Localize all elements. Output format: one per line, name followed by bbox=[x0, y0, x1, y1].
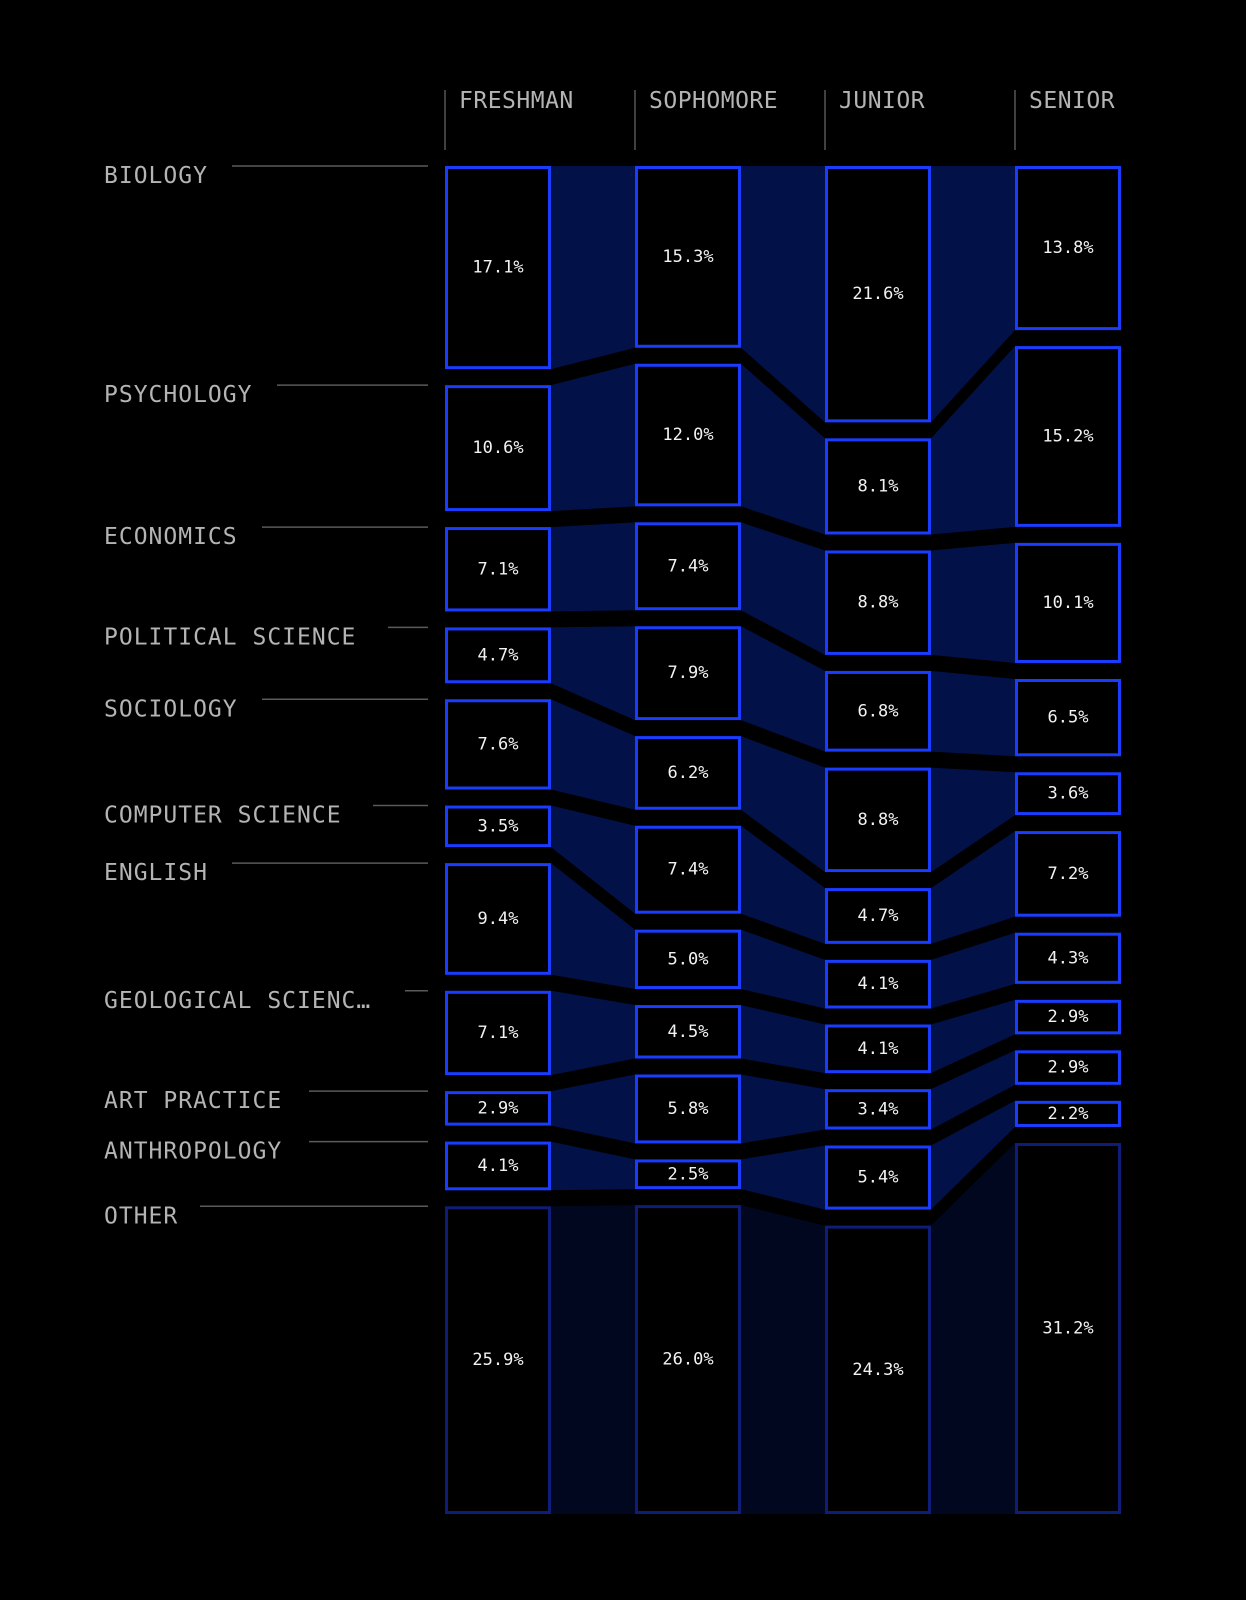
value-label-psychology-senior: 15.2% bbox=[1042, 426, 1094, 447]
row-label-biology: BIOLOGY bbox=[104, 163, 208, 189]
value-label-biology-senior: 13.8% bbox=[1042, 238, 1094, 259]
value-label-biology-freshman: 17.1% bbox=[472, 257, 524, 278]
row-label-geological-scienc: GEOLOGICAL SCIENC… bbox=[104, 987, 372, 1014]
row-label-english: ENGLISH bbox=[104, 860, 208, 887]
value-label-anthropology-sophomore: 2.5% bbox=[667, 1164, 709, 1185]
value-label-art-practice-sophomore: 5.8% bbox=[667, 1098, 709, 1119]
flow-biology-freshman-to-sophomore bbox=[551, 166, 635, 369]
value-label-geological-scienc-junior: 4.1% bbox=[857, 1038, 899, 1059]
value-label-biology-sophomore: 15.3% bbox=[662, 246, 714, 267]
value-label-english-freshman: 9.4% bbox=[477, 908, 519, 929]
flow-other-sophomore-to-junior bbox=[741, 1205, 825, 1514]
value-label-economics-freshman: 7.1% bbox=[477, 559, 519, 580]
column-header-junior: JUNIOR bbox=[839, 88, 926, 114]
value-label-computer-science-junior: 4.7% bbox=[857, 905, 899, 926]
value-label-economics-junior: 8.8% bbox=[857, 592, 899, 613]
value-label-geological-scienc-senior: 2.9% bbox=[1047, 1007, 1089, 1028]
value-label-political-science-senior: 6.5% bbox=[1047, 707, 1089, 728]
row-label-political-science: POLITICAL SCIENCE bbox=[104, 624, 357, 651]
flow-political-science-junior-to-senior bbox=[931, 671, 1015, 756]
value-label-computer-science-freshman: 3.5% bbox=[477, 816, 519, 837]
value-label-political-science-sophomore: 7.9% bbox=[667, 663, 709, 684]
value-label-english-junior: 4.1% bbox=[857, 974, 899, 995]
column-header-sophomore: SOPHOMORE bbox=[649, 88, 779, 114]
flow-layer bbox=[551, 166, 1015, 1514]
value-label-anthropology-junior: 5.4% bbox=[857, 1167, 899, 1188]
value-label-sociology-sophomore: 6.2% bbox=[667, 762, 709, 783]
row-label-anthropology: ANTHROPOLOGY bbox=[104, 1138, 283, 1165]
value-label-geological-scienc-sophomore: 4.5% bbox=[667, 1021, 709, 1042]
flow-psychology-freshman-to-sophomore bbox=[551, 364, 635, 511]
value-label-biology-junior: 21.6% bbox=[852, 284, 904, 305]
value-label-english-sophomore: 5.0% bbox=[667, 949, 709, 970]
value-label-art-practice-freshman: 2.9% bbox=[477, 1098, 519, 1119]
row-label-sociology: SOCIOLOGY bbox=[104, 696, 238, 723]
flow-other-freshman-to-sophomore bbox=[551, 1205, 635, 1514]
flow-economics-junior-to-senior bbox=[931, 543, 1015, 663]
value-label-economics-senior: 10.1% bbox=[1042, 592, 1094, 613]
value-label-economics-sophomore: 7.4% bbox=[667, 556, 709, 577]
value-label-art-practice-senior: 2.9% bbox=[1047, 1057, 1089, 1078]
value-label-english-senior: 4.3% bbox=[1047, 948, 1089, 969]
value-label-computer-science-senior: 7.2% bbox=[1047, 863, 1089, 884]
value-label-sociology-junior: 8.8% bbox=[857, 809, 899, 830]
value-label-political-science-freshman: 4.7% bbox=[477, 645, 519, 666]
value-label-sociology-senior: 3.6% bbox=[1047, 783, 1089, 804]
value-label-psychology-sophomore: 12.0% bbox=[662, 425, 714, 446]
value-label-other-senior: 31.2% bbox=[1042, 1318, 1094, 1339]
column-header-senior: SENIOR bbox=[1029, 88, 1116, 114]
value-label-other-sophomore: 26.0% bbox=[662, 1349, 714, 1370]
value-label-sociology-freshman: 7.6% bbox=[477, 734, 519, 755]
value-label-computer-science-sophomore: 7.4% bbox=[667, 859, 709, 880]
row-label-economics: ECONOMICS bbox=[104, 524, 238, 551]
row-label-computer-science: COMPUTER SCIENCE bbox=[104, 802, 342, 829]
value-label-other-junior: 24.3% bbox=[852, 1359, 904, 1380]
value-label-psychology-junior: 8.1% bbox=[857, 476, 899, 497]
value-label-political-science-junior: 6.8% bbox=[857, 701, 899, 722]
value-label-art-practice-junior: 3.4% bbox=[857, 1099, 899, 1120]
value-label-anthropology-freshman: 4.1% bbox=[477, 1155, 519, 1176]
flow-economics-freshman-to-sophomore bbox=[551, 522, 635, 611]
value-label-other-freshman: 25.9% bbox=[472, 1350, 524, 1371]
row-label-other: OTHER bbox=[104, 1203, 179, 1230]
row-label-art-practice: ART PRACTICE bbox=[104, 1088, 283, 1115]
column-header-freshman: FRESHMAN bbox=[459, 88, 574, 114]
value-label-anthropology-senior: 2.2% bbox=[1047, 1103, 1089, 1124]
row-label-psychology: PSYCHOLOGY bbox=[104, 382, 253, 409]
value-label-geological-scienc-freshman: 7.1% bbox=[477, 1022, 519, 1043]
value-label-psychology-freshman: 10.6% bbox=[472, 438, 524, 459]
